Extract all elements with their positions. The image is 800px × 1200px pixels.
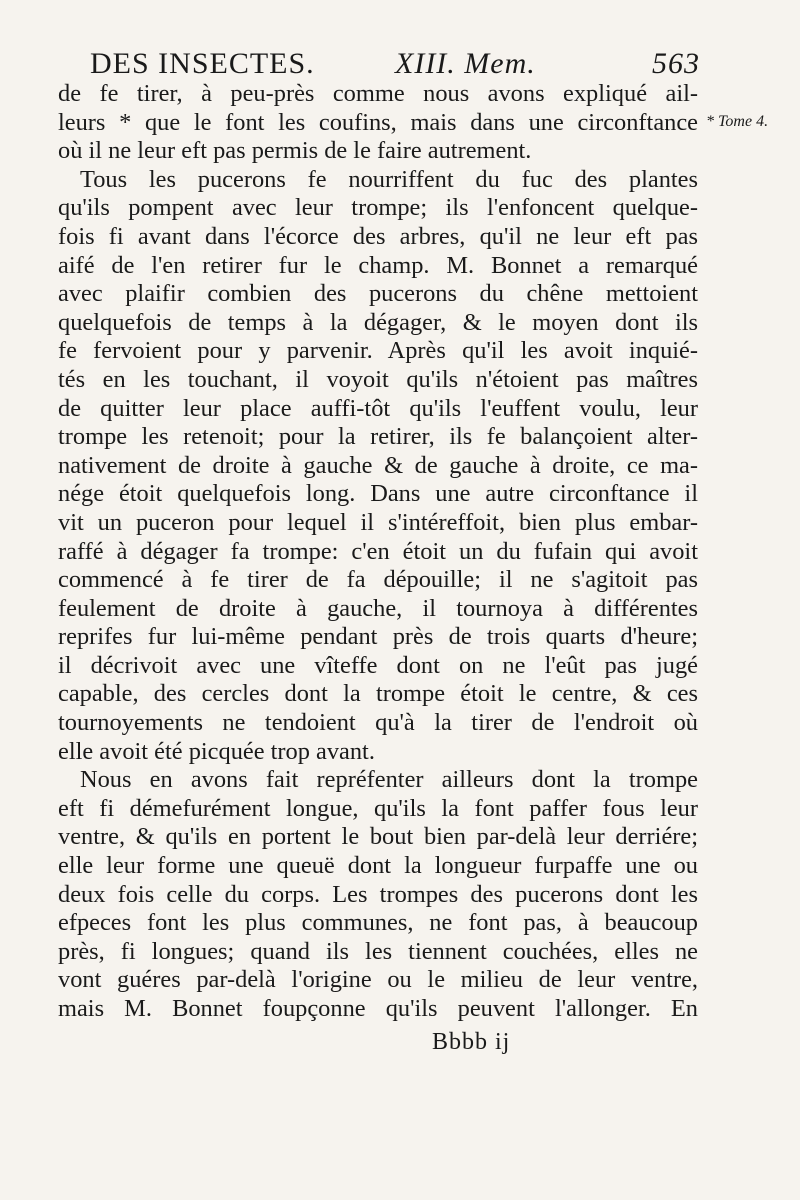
text-line: de fe tirer, à peu-près comme nous avons expliqué ail- xyxy=(58,80,698,107)
text-line: elle avoit été picquée trop avant. xyxy=(58,737,375,765)
body-text xyxy=(58,80,698,1024)
margin-note: * Tome 4. xyxy=(706,113,769,130)
text-line: vit un puceron pour lequel il s'intéreffoit, bien plus embar- xyxy=(58,508,698,536)
text-line: près, fi longues; quand ils les tiennent couchées, elles ne xyxy=(58,937,698,965)
text-line: fois fi avant dans l'écorce des arbres, qu'il ne leur eft pas xyxy=(58,222,698,250)
text-line: tournoyements ne tendoient qu'à la tirer de l'endroit où xyxy=(58,709,698,737)
running-head-title: DES INSECTES. xyxy=(90,47,315,80)
text-line: eft fi démefurément longue, qu'ils la font paffer fous leur xyxy=(58,794,698,822)
text-line: de quitter leur place auffi-tôt qu'ils l'euffent voulu, leur xyxy=(58,394,698,422)
text-line: feulement de droite à gauche, il tournoya à différentes xyxy=(58,594,698,622)
text-line: il décrivoit avec une vîteffe dont on ne l'eût pas jugé xyxy=(58,651,698,679)
text-line: où il ne leur eft pas permis de le faire autrement. xyxy=(58,137,532,165)
text-line: capable, des cercles dont la trompe étoit le centre, & ces xyxy=(58,680,698,708)
text-line: raffé à dégager fa trompe: c'en étoit un du fufain qui avoit xyxy=(58,537,698,565)
text-line: avec plaifir combien des pucerons du chêne mettoient xyxy=(58,280,698,308)
text-line: aifé de l'en retirer fur le champ. M. Bonnet a remarqué xyxy=(58,251,698,279)
text-line: nége étoit quelquefois long. Dans une autre circonftance il xyxy=(58,480,698,508)
text-line: quelquefois de temps à la dégager, & le moyen dont ils xyxy=(58,308,698,336)
text-line: trompe les retenoit; pour la retirer, ils fe balançoient alter- xyxy=(58,423,698,451)
text-line: Nous en avons fait repréfenter ailleurs dont la trompe xyxy=(80,766,698,794)
signature-mark: Bbbb ij xyxy=(432,1029,511,1055)
text-line: leurs * que le font les coufins, mais dans une circonftance xyxy=(58,108,698,136)
text-line: mais M. Bonnet foupçonne qu'ils peuvent l'allonger. En xyxy=(58,995,698,1022)
text-line: reprifes fur lui-même pendant près de trois quarts d'heure; xyxy=(58,623,698,651)
text-line: tés en les touchant, il voyoit qu'ils n'étoient pas maîtres xyxy=(58,365,698,393)
text-line: elle leur forme une queuë dont la longueur furpaffe une ou xyxy=(58,852,698,880)
text-line: fe fervoient pour y parvenir. Après qu'il les avoit inquié- xyxy=(58,337,698,365)
text-line: vont guéres par-delà l'origine ou le milieu de leur ventre, xyxy=(58,966,698,994)
running-head-memoir: XIII. Mem. xyxy=(395,47,536,80)
running-head xyxy=(90,44,700,84)
page-number: 563 xyxy=(652,47,700,80)
text-line: commencé à fe tirer de fa dépouille; il ne s'agitoit pas xyxy=(58,566,698,594)
text-line: efpeces font les plus communes, ne font pas, à beaucoup xyxy=(58,909,698,937)
text-line: ventre, & qu'ils en portent le bout bien par-delà leur derriére; xyxy=(58,823,698,851)
text-line: Tous les pucerons fe nourriffent du fuc des plantes xyxy=(80,165,698,193)
text-line: qu'ils pompent avec leur trompe; ils l'enfoncent quelque- xyxy=(58,194,698,222)
text-line: nativement de droite à gauche & de gauche à droite, ce ma- xyxy=(58,451,698,479)
text-line: deux fois celle du corps. Les trompes des pucerons dont les xyxy=(58,880,698,908)
